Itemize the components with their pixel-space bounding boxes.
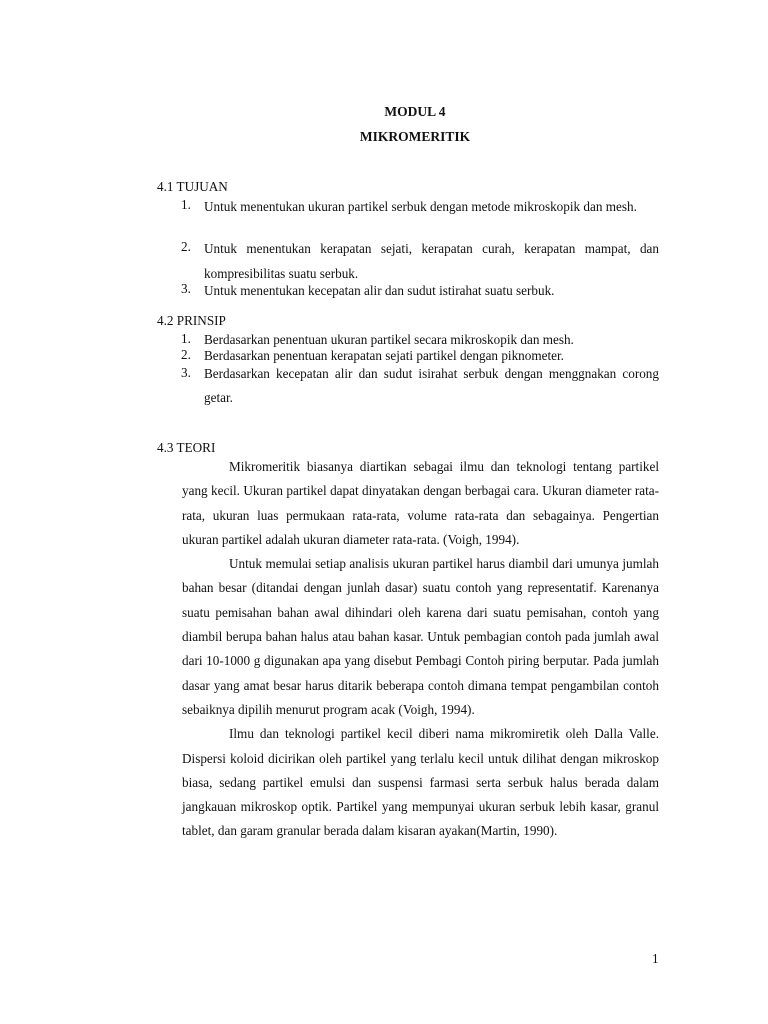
- list-text: Berdasarkan kecepatan alir dan sudut isirahat serbuk dengan menggnakan corong getar.: [204, 366, 659, 405]
- list-number: 1.: [181, 197, 191, 212]
- section-heading-prinsip: 4.2 PRINSIP: [157, 313, 226, 328]
- list-text: Berdasarkan penentuan ukuran partikel secara mikroskopik dan mesh.: [204, 332, 574, 347]
- theory-paragraph-2: Untuk memulai setiap analisis ukuran partikel harus diambil dari umunya jumlah bahan besar (ditandai dengan junlah dasar) suatu contoh yang representatif. Karenanya suatu pemisahan bahan awal dihindari oleh karena dari suatu pemisahan, contoh yang diambil berupa bahan halus atau bahan kasar. Untuk pembagian contoh pada jumlah awal dari 10-1000 g digunakan apa yang disebut Pembagi Contoh piring berputar. Pada jumlah dasar yang amat besar harus ditarik beberapa contoh dimana tempat pengambilan contoh sebaiknya dipilih menurut program acak (Voigh, 1994).: [182, 556, 659, 717]
- prinsip-item-1: [181, 331, 659, 348]
- theory-paragraph-3: Ilmu dan teknologi partikel kecil diberi nama mikromiretik oleh Dalla Valle. Dispersi koloid dicirikan oleh partikel yang terlalu kecil untuk dilihat dengan mikroskop biasa, sedang partikel emulsi dan suspensi farmasi serta serbuk halus berada dalam jangkauan mikroskop optik. Partikel yang mempunyai ukuran serbuk lebih kasar, granul tablet, dan garam granular berada dalam kisaran ayakan(Martin, 1990).: [182, 726, 659, 839]
- section-heading-teori: 4.3 TEORI: [157, 440, 216, 455]
- prinsip-item-3: [181, 362, 659, 410]
- page-number: 1: [652, 951, 659, 966]
- list-text: Untuk menentukan kerapatan sejati, kerapatan curah, kerapatan mampat, dan kompresibilitas suatu serbuk.: [204, 241, 659, 281]
- list-text: Berdasarkan penentuan kerapatan sejati partikel dengan piknometer.: [204, 348, 564, 363]
- theory-paragraph-1: Mikromeritik biasanya diartikan sebagai ilmu dan teknologi tentang partikel yang kecil. Ukuran partikel dapat dinyatakan dengan berbagai cara. Ukuran diameter rata-rata, ukuran luas permukaan rata-rata, volume rata-rata dan sebagainya. Pengertian ukuran partikel adalah ukuran diameter rata-rata. (Voigh, 1994).: [182, 459, 659, 547]
- theory-body: [182, 455, 659, 844]
- section-heading-tujuan: 4.1 TUJUAN: [157, 179, 228, 194]
- list-text: Untuk menentukan kecepatan alir dan sudut istirahat suatu serbuk.: [204, 283, 555, 298]
- module-number: MODUL 4: [384, 104, 446, 119]
- tujuan-item-1: [181, 194, 659, 219]
- list-number: 2.: [181, 239, 191, 254]
- list-number: 3.: [181, 365, 191, 380]
- list-number: 2.: [181, 347, 191, 362]
- list-number: 3.: [181, 281, 191, 296]
- tujuan-item-3: [181, 278, 659, 303]
- list-number: 1.: [181, 331, 191, 346]
- list-text: Untuk menentukan ukuran partikel serbuk dengan metode mikroskopik dan mesh.: [204, 199, 637, 214]
- module-title: MIKROMERITIK: [359, 129, 471, 144]
